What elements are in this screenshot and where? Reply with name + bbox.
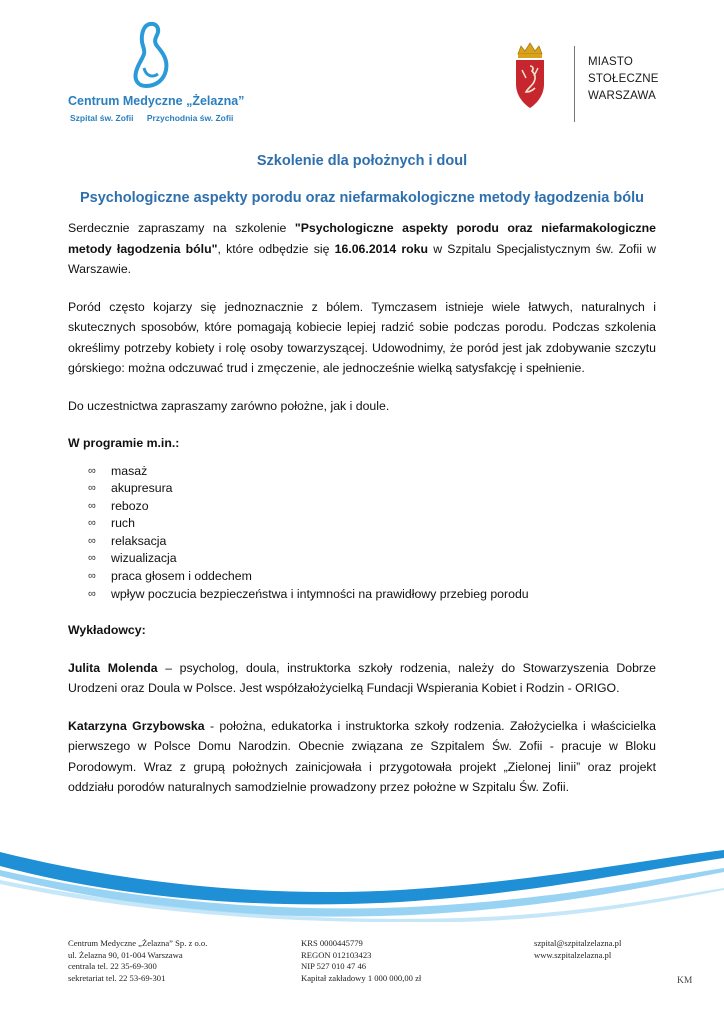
- list-item-label: rebozo: [111, 498, 149, 513]
- list-item-label: ruch: [111, 516, 135, 531]
- list-item: [88, 586, 656, 604]
- intro-text-1: Serdecznie zapraszamy na szkolenie: [68, 221, 295, 235]
- footer-company: [68, 938, 207, 984]
- document-body: [68, 218, 656, 798]
- decorative-wave: [0, 832, 724, 922]
- footer-email: szpital@szpitalzelazna.pl: [534, 938, 622, 948]
- footer-contact: [534, 938, 621, 961]
- list-item-label: wpływ poczucia bezpieczeństwa i intymności na prawidłowy przebieg porodu: [111, 586, 529, 601]
- training-name: "Psychologiczne aspekty porodu oraz niefarmakologiczne metody łagodzenia bólu": [68, 221, 656, 256]
- footer-address: ul. Żelazna 90, 01-004 Warszawa: [68, 949, 183, 960]
- list-item: [88, 568, 656, 586]
- intro-paragraph: [68, 218, 656, 280]
- infinity-bullet-icon: ∞: [88, 499, 96, 512]
- footer-regon: REGON 012103423: [301, 949, 372, 960]
- list-item: [88, 463, 656, 481]
- lecturer-2-paragraph: [68, 716, 656, 798]
- footer-company-name: Centrum Medyczne „Żelazna” Sp. z o.o.: [68, 938, 208, 948]
- city-line-1: MIASTO: [588, 56, 634, 68]
- program-list: [68, 463, 656, 604]
- lecturer-1-paragraph: [68, 658, 656, 699]
- intro-text-3: w Szpitalu Specjalistycznym św. Zofii w Warszawie.: [68, 241, 656, 276]
- infinity-bullet-icon: ∞: [88, 464, 96, 477]
- program-heading: [68, 433, 656, 454]
- infinity-bullet-icon: ∞: [88, 482, 96, 495]
- infinity-bullet-icon: ∞: [88, 517, 96, 530]
- list-item-label: akupresura: [111, 481, 173, 496]
- logo-sub-hospital: Szpital św. Zofii: [70, 113, 134, 123]
- author-initials: KM: [677, 976, 693, 986]
- lecturers-heading: [68, 620, 656, 641]
- logo-divider: [574, 46, 575, 122]
- list-item: [88, 550, 656, 568]
- infinity-bullet-icon: ∞: [88, 552, 96, 565]
- city-line-2: STOŁECZNE: [588, 73, 659, 85]
- list-item-label: wizualizacja: [111, 551, 177, 566]
- description-paragraph: Poród często kojarzy się jednoznacznie z bólem. Tymczasem istnieje wiele łatwych, naturalnych i skutecznych sposobów, które pomagają kobiecie lepiej radzić sobie podczas porodu. Podczas szkolenia określimy potrzeby kobiety i rolę osoby towarzyszącej. Udowodnimy, że poród jest jak zdobywanie szczytu górskiego: można odczuwać trud i zmęczenie, ale jednocześnie wielką satysfakcję i spełnienie.: [68, 299, 656, 375]
- warsaw-crest-icon: [512, 40, 548, 110]
- document-title: Szkolenie dla położnych i doul: [256, 153, 468, 169]
- list-item-label: praca głosem i oddechem: [111, 569, 252, 584]
- list-item: [88, 480, 656, 498]
- centrum-medyczne-logo: [62, 20, 245, 128]
- list-item: [88, 515, 656, 533]
- lecturer-2-bio: - położna, edukatorka i instruktorka szkoły rodzenia. Założycielka i właścicielka pierwszego w Polsce Domu Narodzin. Obecnie związana ze Szpitalem Św. Zofii - pracuje w Bloku Porodowym. Wraz z grupą położnych zainicjowała i przygotowała projekt „Zielonej linii” oraz projekt oddziału porodów naturalnych samodzielnie prowadzony przez położne w Szpitalu Św. Zofii.: [68, 718, 656, 795]
- footer-capital: Kapitał zakładowy 1 000 000,00 zł: [301, 972, 422, 983]
- audience-paragraph: Do uczestnictwa zapraszamy zarówno położne, jak i doule.: [68, 398, 390, 413]
- lecturer-2-name: Katarzyna Grzybowska: [68, 718, 205, 733]
- lecturer-1-bio: – psycholog, doula, instruktorka szkoły rodzenia, należy do Stowarzyszenia Dobrze Urodzeni oraz Doula w Polsce. Jest współzałożycielką Fundacji Wspierania Kobiet i Rodzin - ORIGO.: [68, 660, 656, 696]
- logo-sub-clinic: Przychodnia św. Zofii: [146, 113, 234, 123]
- footer-phone-main: centrala tel. 22 35-69-300: [68, 961, 157, 972]
- city-line-3: WARSZAWA: [588, 90, 657, 102]
- lecturer-1-name: Julita Molenda: [68, 660, 158, 675]
- infinity-bullet-icon: ∞: [88, 587, 96, 600]
- lecturers-heading-text: Wykładowcy:: [68, 623, 146, 638]
- city-name: [588, 54, 659, 105]
- footer-phone-secretary: sekretariat tel. 22 53-69-301: [68, 972, 166, 983]
- document-subtitle: Psychologiczne aspekty porodu oraz niefarmakologiczne metody łagodzenia bólu: [80, 190, 644, 206]
- program-heading-text: W programie m.in.:: [68, 436, 180, 450]
- training-date: 16.06.2014 roku: [334, 241, 429, 256]
- list-item: [88, 498, 656, 516]
- footer-nip: NIP 527 010 47 46: [301, 961, 367, 972]
- footer-registration: [301, 938, 421, 984]
- infinity-bullet-icon: ∞: [88, 570, 96, 583]
- warsaw-city-logo: [510, 40, 680, 124]
- list-item-label: relaksacja: [111, 533, 167, 548]
- logo-figure-icon: [130, 20, 174, 90]
- infinity-bullet-icon: ∞: [88, 534, 96, 547]
- footer-website: www.szpitalzelazna.pl: [534, 949, 612, 960]
- list-item-label: masaż: [111, 463, 148, 478]
- footer-krs: KRS 0000445779: [301, 938, 363, 948]
- logo-name: Centrum Medyczne „Żelazna”: [68, 94, 245, 108]
- logo-subtitle: [70, 113, 244, 123]
- intro-text-2: , które odbędzie się: [217, 241, 335, 256]
- list-item: [88, 533, 656, 551]
